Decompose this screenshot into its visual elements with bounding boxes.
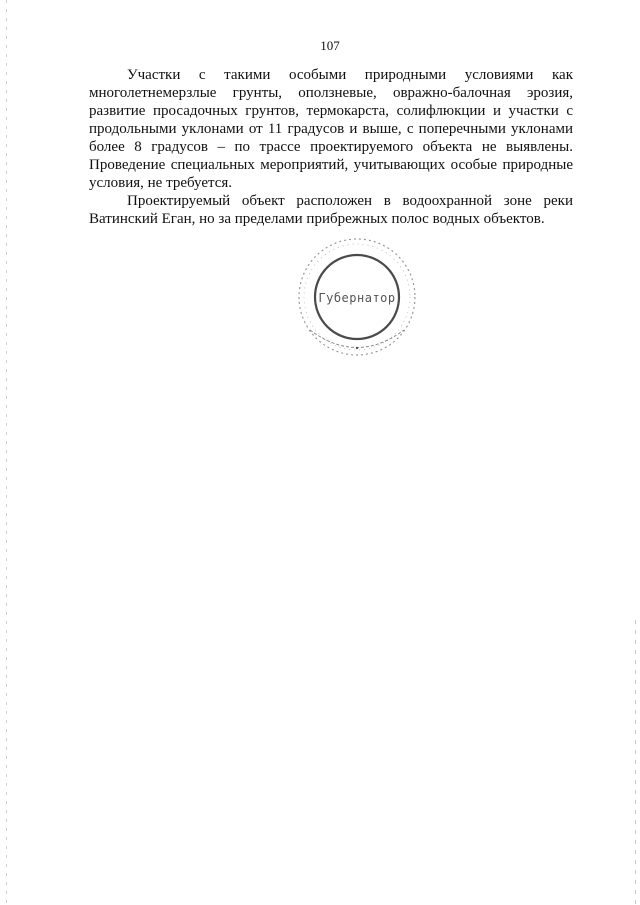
paragraph-special-conditions: Участки с такими особыми природными условиями как многолетнемерзлые грунты, оползневые, овражно-балочная эрозия, развитие просадочных грунтов, термокарста, солифлюкции и участки с продольными уклонами от 11 градусов и выше, с поперечными уклонами более 8 градусов – по трассе проектируемого объекта не выявлены. Проведение специальных мероприятий, учитывающих особые природные условия, не требуется. — [89, 67, 573, 191]
paragraph-water-protection-zone: Проектируемый объект расположен в водоохранной зоне реки Ватинский Еган, но за пределами прибрежных полос водных объектов. — [89, 193, 573, 227]
page-number: 107 — [320, 38, 340, 53]
stamp-label: Губернатор — [318, 291, 396, 305]
governor-stamp — [292, 235, 422, 360]
stamp-star-mark — [356, 347, 358, 349]
body-text — [89, 66, 573, 228]
scan-edge-left — [6, 0, 7, 905]
stamp-graphic — [292, 235, 422, 360]
scan-edge-right — [635, 620, 636, 905]
